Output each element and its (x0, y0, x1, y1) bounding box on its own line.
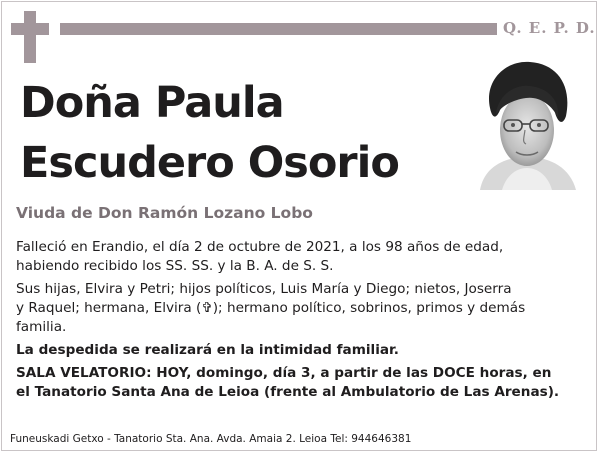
funeral-home-footer: Funeuskadi Getxo - Tanatorio Sta. Ana. Avda. Amaia 2. Leioa Tel: 944646381 (10, 433, 412, 445)
notice-body (16, 238, 576, 406)
family-line2a: y Raquel; hermana, Elvira ( (16, 300, 202, 316)
wake-line2: el Tanatorio Santa Ana de Leioa (frente al Ambulatorio de Las Arenas). (16, 384, 560, 400)
deceased-cross-icon: ✞ (201, 300, 213, 316)
family-line2b: ); hermano político, sobrinos, primos y demás (212, 300, 526, 316)
wake-line1: SALA VELATORIO: HOY, domingo, día 3, a partir de las DOCE horas, en (16, 365, 552, 381)
family-line1: Sus hijas, Elvira y Petri; hijos políticos, Luis María y Diego; nietos, Joserra (16, 281, 512, 297)
family-paragraph (16, 280, 576, 337)
farewell-text: La despedida se realizará en la intimidad familiar. (16, 342, 399, 358)
deceased-name-line1: Doña Paula (20, 78, 284, 128)
header-rule (60, 23, 497, 35)
qepd-label: Q. E. P. D. (503, 19, 596, 37)
widow-of-line: Viuda de Don Ramón Lozano Lobo (16, 204, 313, 222)
family-line3: familia. (16, 319, 67, 335)
death-line1: Falleció en Erandio, el día 2 de octubre de 2021, a los 98 años de edad, (16, 239, 504, 255)
farewell-paragraph (16, 341, 576, 360)
portrait-photo (472, 58, 582, 190)
deceased-name-line2: Escudero Osorio (20, 138, 399, 188)
death-paragraph (16, 238, 576, 276)
wake-paragraph (16, 364, 576, 402)
death-line2: habiendo recibido los SS. SS. y la B. A. de S. S. (16, 258, 334, 274)
